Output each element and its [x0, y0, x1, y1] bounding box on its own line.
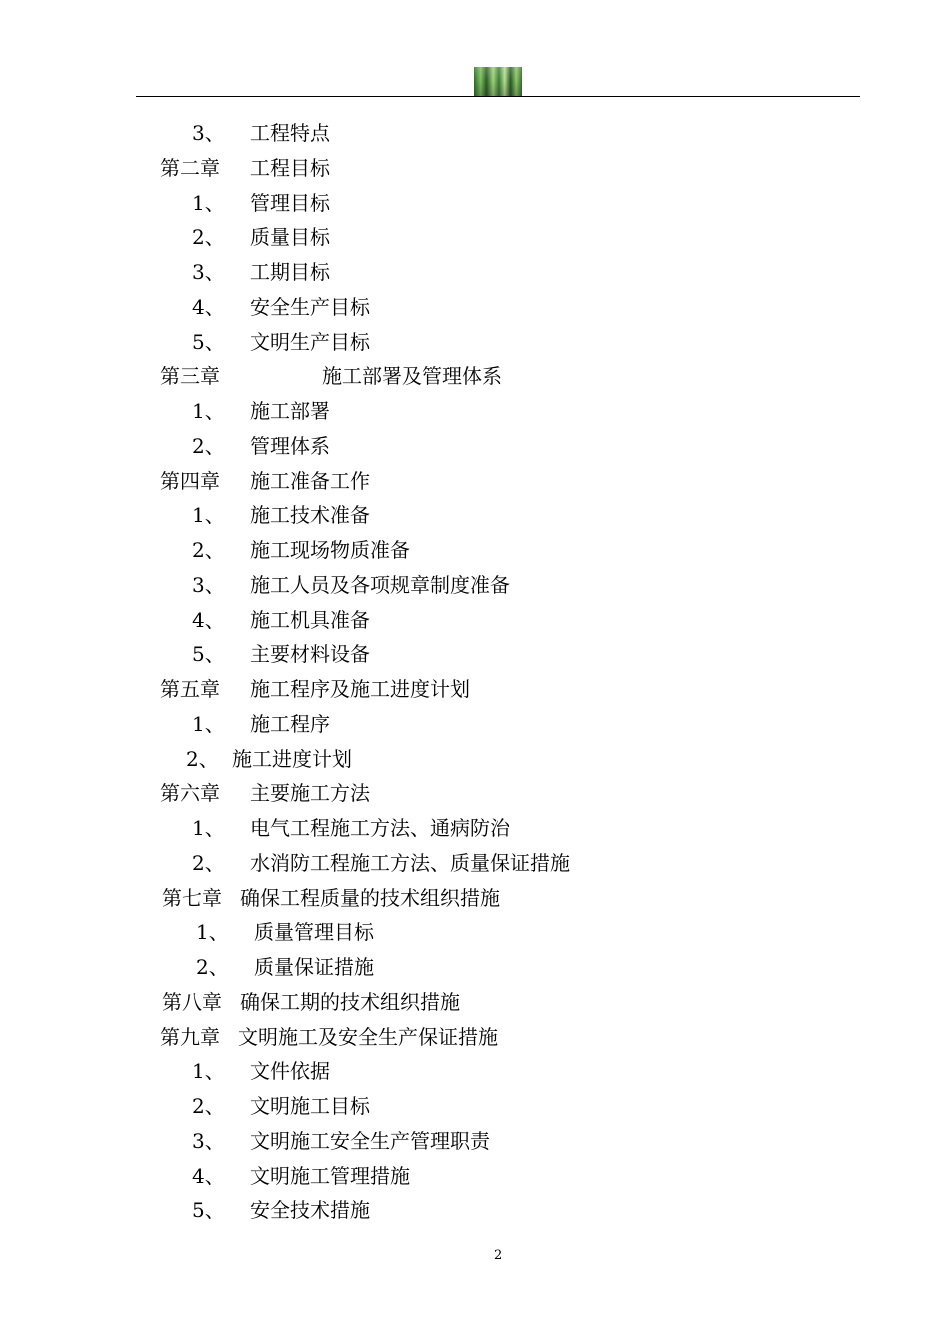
- toc-entry-title: 施工部署: [250, 399, 330, 423]
- toc-entry-number: 1、: [192, 816, 225, 840]
- toc-entry-title: 管理目标: [250, 190, 330, 215]
- toc-entry-number: 第三章: [160, 364, 220, 389]
- toc-entry-title: 质量目标: [250, 225, 330, 250]
- toc-entry-title: 施工现场物质准备: [250, 538, 410, 562]
- toc-entry-number: 4、: [192, 607, 225, 632]
- toc-entry-title: 质量管理目标: [254, 920, 374, 945]
- toc-entry-number: 1、: [192, 190, 225, 215]
- toc-entry-number: 4、: [192, 294, 225, 319]
- toc-entry-title: 工期目标: [250, 260, 330, 284]
- toc-entry-title: 管理体系: [250, 433, 330, 458]
- toc-entry-title: 文明施工管理措施: [250, 1163, 410, 1188]
- toc-entry-number: 第六章: [160, 781, 220, 806]
- toc-entry-number: 2、: [192, 850, 225, 875]
- toc-entry-title: 施工技术准备: [250, 503, 370, 528]
- page-number: 2: [494, 1248, 503, 1263]
- toc-entry-number: 3、: [192, 1128, 225, 1153]
- toc-entry-title: 文明生产目标: [250, 329, 370, 354]
- toc-entry-number: 第七章: [162, 885, 222, 910]
- toc-entry-number: 2、: [192, 433, 225, 458]
- toc-entry-title: 文件依据: [250, 1059, 330, 1084]
- toc-entry-title: 确保工期的技术组织措施: [240, 989, 460, 1014]
- toc-entry-number: 4、: [192, 1163, 225, 1188]
- toc-entry-number: 2、: [186, 746, 219, 771]
- toc-entry-number: 第二章: [160, 155, 220, 180]
- toc-entry-title: 主要材料设备: [250, 642, 370, 667]
- toc-entry-number: 2、: [192, 538, 225, 562]
- toc-entry-title: 施工人员及各项规章制度准备: [250, 572, 510, 597]
- toc-entry-number: 5、: [192, 329, 225, 354]
- toc-entry-title: 主要施工方法: [250, 781, 370, 806]
- header-logo-image: [474, 67, 522, 96]
- toc-entry-title: 施工机具准备: [250, 607, 370, 632]
- toc-entry-number: 2、: [192, 1094, 225, 1118]
- toc-entry-title: 确保工程质量的技术组织措施: [240, 885, 500, 910]
- toc-entry-title: 工程特点: [250, 121, 330, 145]
- toc-entry-number: 5、: [192, 642, 225, 667]
- toc-entry-title: 施工程序及施工进度计划: [250, 677, 470, 701]
- toc-entry-title: 工程目标: [250, 155, 330, 180]
- toc-entry-number: 第五章: [160, 677, 220, 701]
- toc-entry-title: 文明施工安全生产管理职责: [250, 1128, 490, 1153]
- toc-entry-number: 第八章: [162, 989, 222, 1014]
- toc-entry-title: 水消防工程施工方法、质量保证措施: [250, 850, 570, 875]
- toc-entry-number: 第九章: [160, 1024, 220, 1049]
- toc-entry-title: 施工程序: [250, 711, 330, 736]
- toc-entry-number: 2、: [196, 955, 229, 979]
- toc-entry-number: 3、: [192, 121, 225, 145]
- toc-entry-number: 1、: [192, 1059, 225, 1084]
- toc-entry-title: 文明施工目标: [250, 1094, 370, 1118]
- toc-entry-title: 质量保证措施: [254, 955, 374, 979]
- toc-entry-number: 5、: [192, 1198, 225, 1223]
- toc-entry-title: 文明施工及安全生产保证措施: [238, 1024, 498, 1049]
- toc-entry-number: 第四章: [160, 468, 220, 493]
- header-rule: [136, 96, 860, 97]
- toc-entry-title: 电气工程施工方法、通病防治: [250, 816, 510, 840]
- toc-entry-title: 施工部署及管理体系: [322, 364, 502, 389]
- toc-entry-number: 1、: [196, 920, 229, 945]
- toc-entry-title: 安全技术措施: [250, 1198, 370, 1223]
- toc-entry-number: 1、: [192, 399, 225, 423]
- toc-entry-number: 1、: [192, 711, 225, 736]
- toc-entry-title: 施工进度计划: [232, 746, 352, 771]
- toc-entry-number: 3、: [192, 572, 225, 597]
- toc-entry-title: 施工准备工作: [250, 468, 370, 493]
- toc-entry-number: 3、: [192, 260, 225, 284]
- toc-entry-number: 2、: [192, 225, 225, 250]
- toc-entry-title: 安全生产目标: [250, 294, 370, 319]
- toc-entry-number: 1、: [192, 503, 225, 528]
